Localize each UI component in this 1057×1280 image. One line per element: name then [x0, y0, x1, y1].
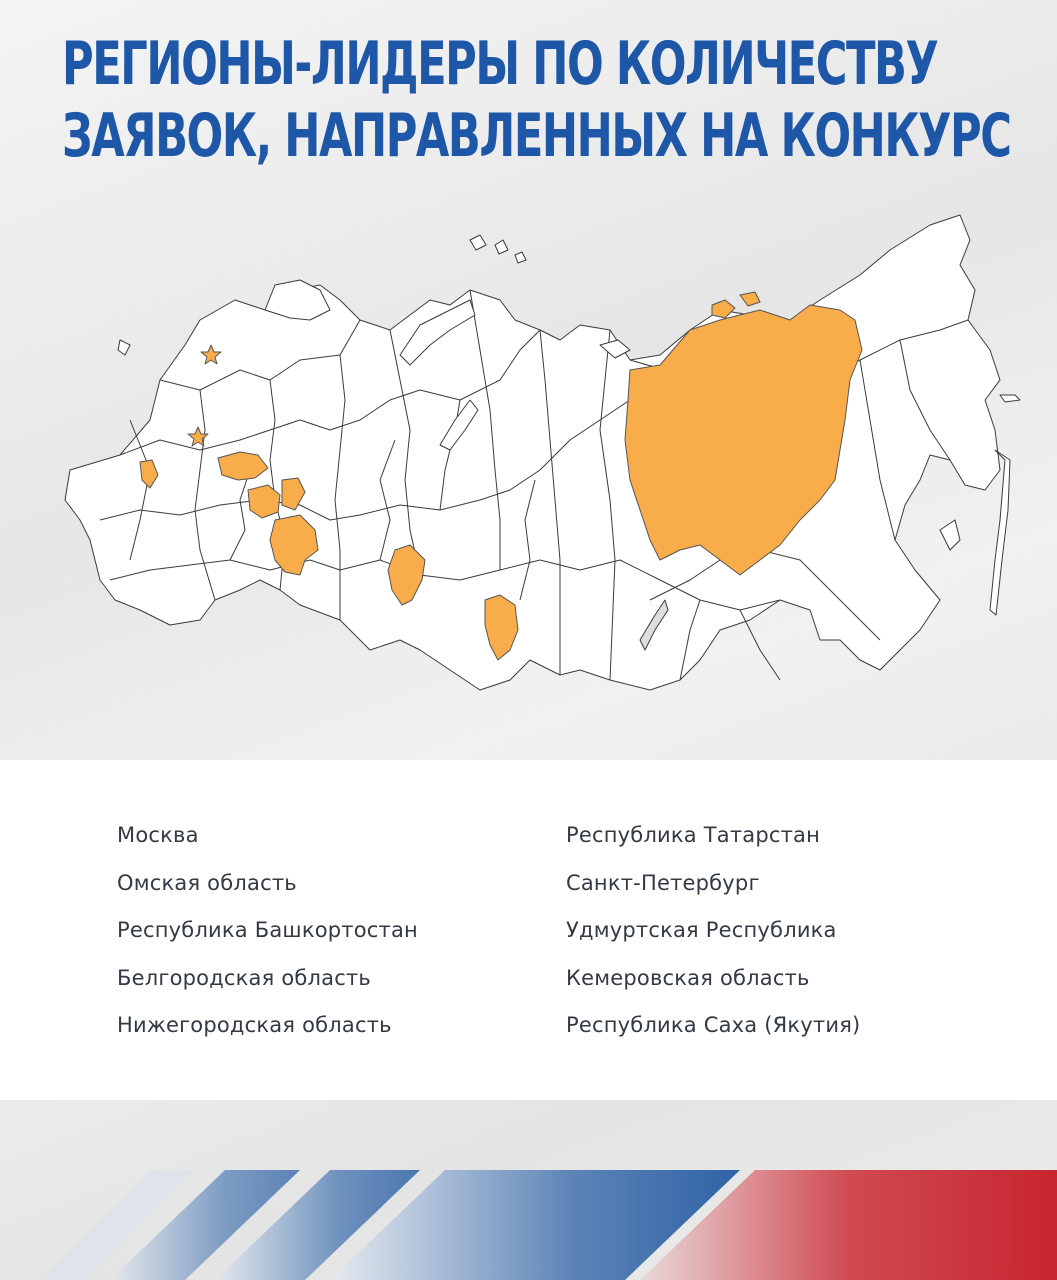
legend-column-right	[566, 812, 860, 1050]
legend-item: Республика Башкортостан	[117, 918, 418, 942]
russia-outline	[65, 215, 1000, 690]
decorative-stripes	[0, 1160, 1057, 1280]
legend-item: Республика Саха (Якутия)	[566, 1013, 861, 1037]
title-line-2: ЗАЯВОК, НАПРАВЛЕННЫХ НА КОНКУРС	[62, 101, 1011, 171]
legend-item: Москва	[117, 823, 199, 847]
regions-legend	[0, 760, 1057, 1100]
legend-item: Санкт-Петербург	[566, 870, 760, 895]
legend-item: Кемеровская область	[566, 965, 810, 990]
title-line-1: РЕГИОНЫ-ЛИДЕРЫ ПО КОЛИЧЕСТВУ	[62, 29, 938, 99]
russia-regions-map	[0, 190, 1057, 760]
legend-item: Омская область	[117, 870, 297, 895]
legend-item: Удмуртская Республика	[566, 918, 837, 942]
legend-item: Белгородская область	[117, 965, 371, 990]
page-title	[62, 28, 1011, 172]
legend-item: Республика Татарстан	[566, 823, 821, 847]
legend-item: Нижегородская область	[117, 1013, 392, 1037]
legend-column-left	[117, 812, 418, 1050]
